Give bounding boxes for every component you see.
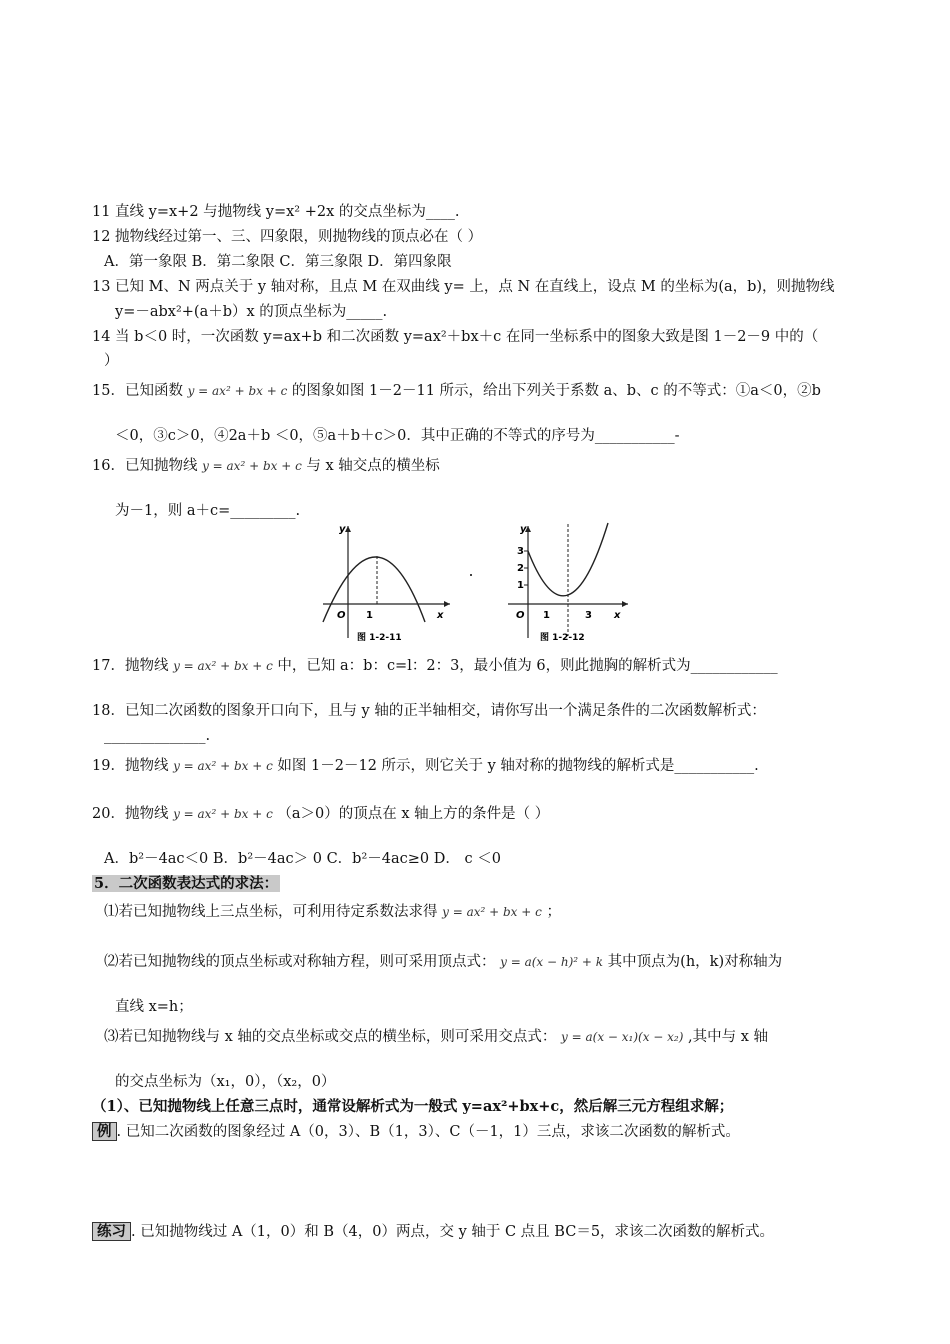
rule-1: （1）、已知抛物线上任意三点时，通常设解析式为一般式 y=ax²+bx+c，然后解三元方程组求解；	[92, 1098, 734, 1115]
example-label: 例	[92, 1122, 117, 1141]
question-15-line1: 15．已知函数 y = ax² + bx + c 的图象如图 1－2－11 所示，给出下列关于系数 a、b、c 的不等式：①a＜0，②b	[92, 383, 821, 399]
formula-vertex: y = a(x − h)² + k	[500, 955, 604, 969]
question-16-line2: 为－1，则 a＋c=_________.	[115, 503, 301, 519]
question-14-line1: 14 当 b＜0 时，一次函数 y=ax+b 和二次函数 y=ax²＋bx＋c 在同一坐标系中的图象大致是图 1－2－9 中的（	[92, 329, 819, 345]
dot	[470, 574, 472, 576]
y-tick-label: 1	[517, 580, 524, 591]
question-12: 12 抛物线经过第一、三、四象限，则抛物线的顶点必在（ ）	[92, 229, 483, 245]
question-18-line1: 18．已知二次函数的图象开口向下，且与 y 轴的正半轴相交，请你写出一个满足条件的二次函数解析式：	[92, 703, 766, 719]
formula-general: y = ax² + bx + c	[442, 905, 542, 919]
method-2-line2: 直线 x=h；	[115, 999, 193, 1015]
x-axis-label: x	[437, 610, 444, 621]
example: 例 . 已知二次函数的图象经过 A（0，3）、B（1，3）、C（－1，1）三点，求该二次函数的解析式。	[92, 1122, 740, 1142]
question-14-line2: ）	[104, 353, 119, 369]
formula-general: y = ax² + bx + c	[173, 659, 273, 673]
question-18-line2: ______________.	[104, 728, 211, 744]
figure-1-2-12	[500, 518, 635, 646]
section-5-heading: 5．二次函数表达式的求法：	[94, 875, 279, 892]
x-tick-label: 1	[543, 610, 550, 621]
method-3-line1: ⑶若已知抛物线与 x 轴的交点坐标或交点的横坐标，则可采用交点式： y = a(x − x₁)(x − x₂) ,其中与 x 轴	[104, 1029, 769, 1045]
figure-caption: 图 1-2-11	[357, 633, 402, 643]
formula-general: y = ax² + bx + c	[187, 384, 288, 398]
question-20-options: A．b²－4ac＜0 B．b²－4ac＞ 0 C．b²－4ac≥0 D． c ＜0	[104, 851, 501, 867]
practice: 练习 . 已知抛物线过 A（1，0）和 B（4，0）两点，交 y 轴于 C 点且 BC＝5，求该二次函数的解析式。	[92, 1222, 774, 1242]
formula-general: y = ax² + bx + c	[173, 807, 273, 821]
question-13-line1: 13 已知 M、N 两点关于 y 轴对称，且点 M 在双曲线 y= 上，点 N 在直线上，设点 M 的坐标为(a，b)，则抛物线	[92, 279, 835, 295]
question-17: 17．抛物线 y = ax² + bx + c 中，已知 a：b：c=l：2：3，最小值为 6，则此抛胸的解析式为____________	[92, 658, 778, 674]
question-11: 11 直线 y=x+2 与抛物线 y=x² +2x 的交点坐标为____.	[92, 204, 460, 220]
figure-1-2-11	[315, 518, 455, 646]
practice-label: 练习	[92, 1222, 131, 1241]
figure-caption: 图 1-2-12	[540, 633, 585, 643]
question-19: 19．抛物线 y = ax² + bx + c 如图 1－2－12 所示，则它关于 y 轴对称的抛物线的解析式是___________.	[92, 758, 759, 774]
formula-general: y = ax² + bx + c	[202, 459, 302, 473]
y-axis-label: y	[339, 524, 346, 535]
y-tick-label: 3	[517, 546, 524, 557]
formula-intercept: y = a(x − x₁)(x − x₂)	[561, 1030, 684, 1044]
question-15-line2: ＜0，③c＞0，④2a＋b ＜0，⑤a＋b＋c＞0．其中正确的不等式的序号为___________-	[115, 428, 680, 444]
question-20: 20．抛物线 y = ax² + bx + c （a＞0）的顶点在 x 轴上方的条件是（ ）	[92, 806, 550, 822]
question-13-line2: y=－abx²+(a＋b）x 的顶点坐标为_____.	[115, 304, 388, 320]
y-tick-label: 2	[517, 563, 524, 574]
method-3-line2: 的交点坐标为（x₁，0），（x₂，0）	[115, 1074, 336, 1090]
formula-general: y = ax² + bx + c	[173, 759, 273, 773]
y-axis-label: y	[520, 524, 527, 535]
origin-label: O	[337, 610, 346, 621]
method-1: ⑴若已知抛物线上三点坐标，可利用待定系数法求得 y = ax² + bx + c ；	[104, 904, 561, 920]
x-tick-label: 1	[366, 610, 373, 621]
x-tick-label: 3	[585, 610, 592, 621]
method-2-line1: ⑵若已知抛物线的顶点坐标或对称轴方程，则可采用顶点式： y = a(x − h)² + k 其中顶点为(h，k)对称轴为	[104, 954, 783, 970]
question-12-options: A．第一象限 B．第二象限 C．第三象限 D．第四象限	[104, 254, 452, 270]
origin-label: O	[516, 610, 525, 621]
x-axis-label: x	[614, 610, 621, 621]
question-16-line1: 16．已知抛物线 y = ax² + bx + c 与 x 轴交点的横坐标	[92, 458, 440, 474]
